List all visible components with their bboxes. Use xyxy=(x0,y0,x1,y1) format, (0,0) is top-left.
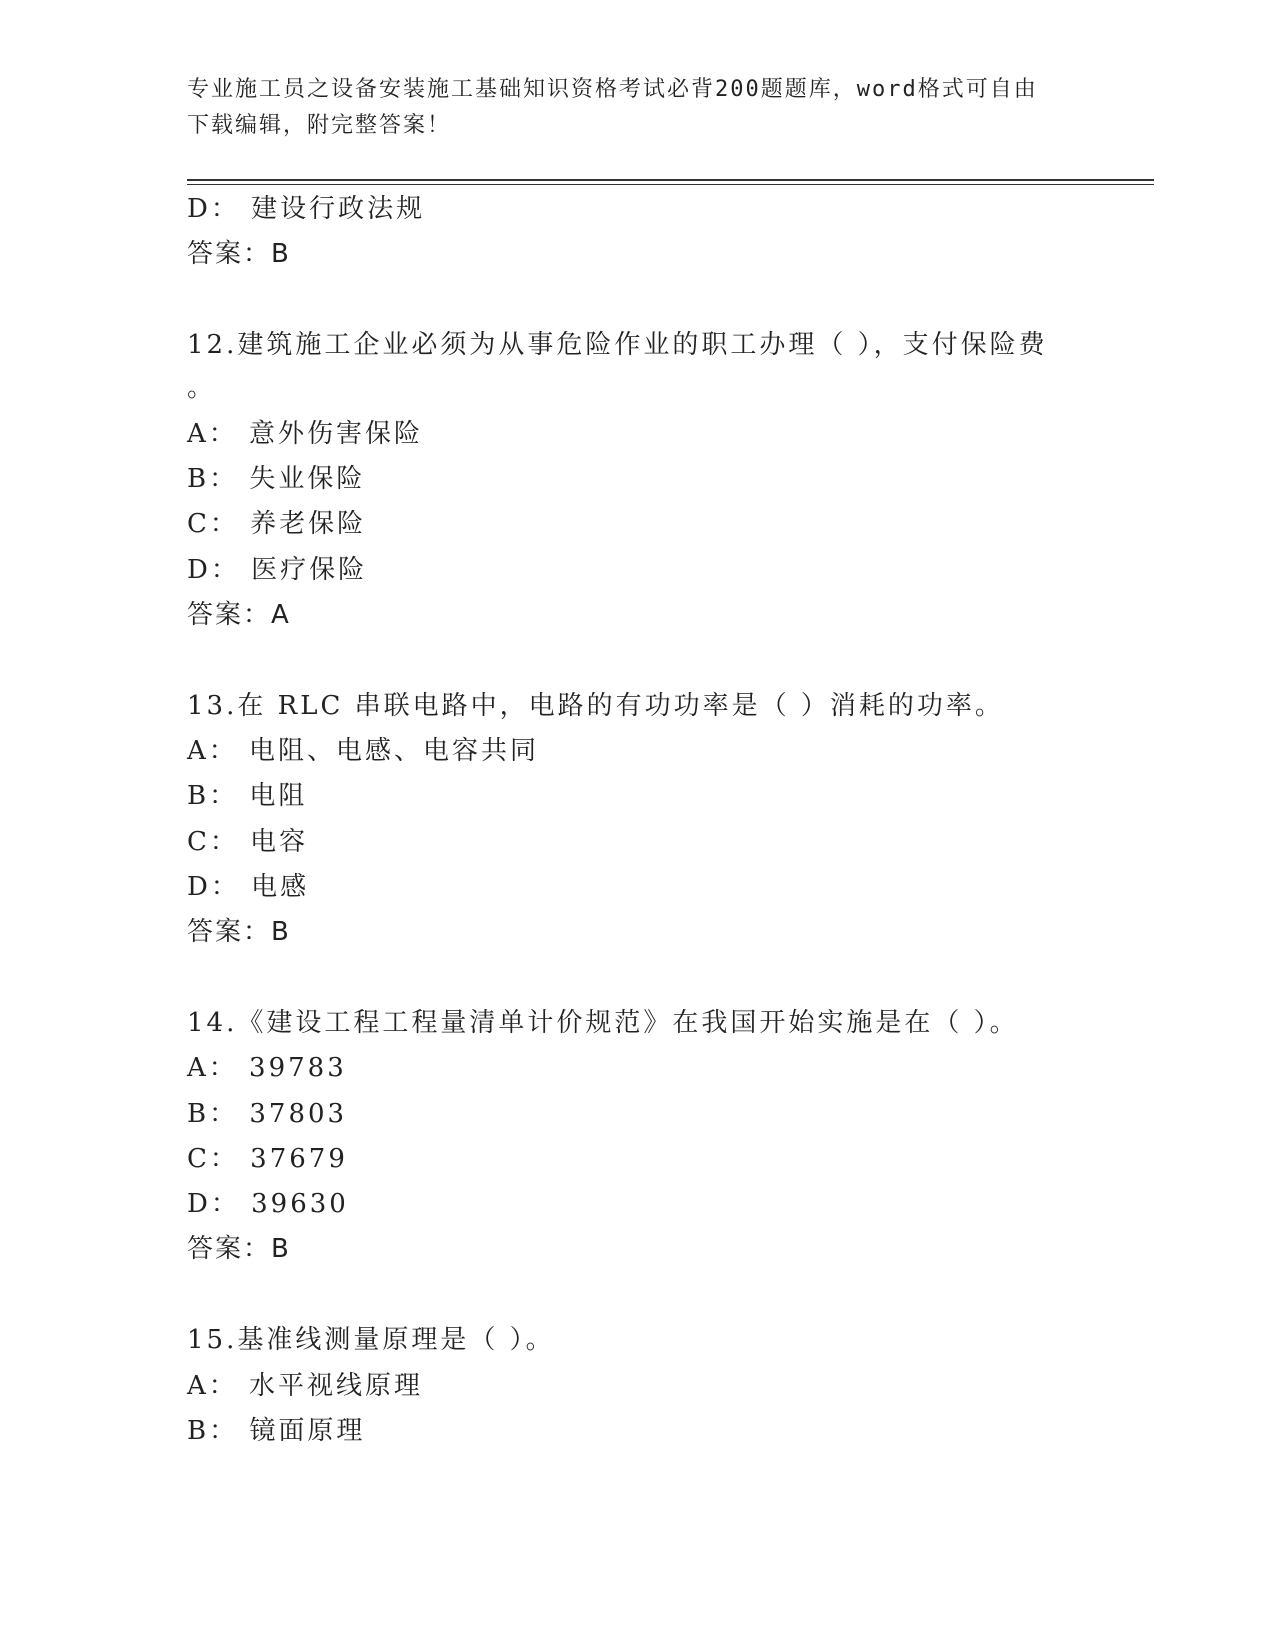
header-line-2: 下载编辑，附完整答案！ xyxy=(187,113,452,138)
q14-option-b: B： 37803 xyxy=(187,1099,348,1129)
prev-answer: 答案：B xyxy=(187,239,291,269)
q12-option-c: C： 养老保险 xyxy=(187,509,367,539)
q13-option-c: C： 电容 xyxy=(187,827,309,857)
q13-answer: 答案：B xyxy=(187,917,291,947)
q14-stem: 14.《建设工程工程量清单计价规范》在我国开始实施是在（ ）。 xyxy=(187,1008,1019,1038)
q15-option-b: B： 镜面原理 xyxy=(187,1416,366,1446)
q12-option-d: D： 医疗保险 xyxy=(187,555,368,585)
q15-option-a: A： 水平视线原理 xyxy=(187,1371,424,1401)
q14-answer: 答案：B xyxy=(187,1234,291,1264)
q13-stem: 13.在 RLC 串联电路中，电路的有功功率是（ ）消耗的功率。 xyxy=(187,691,1004,721)
q14-option-c: C： 37679 xyxy=(187,1144,348,1174)
document-header xyxy=(187,72,1087,144)
q12-option-a: A： 意外伤害保险 xyxy=(187,419,424,449)
q12-answer: 答案：A xyxy=(187,600,291,630)
header-divider-thick xyxy=(187,179,1154,181)
q14-option-d: D： 39630 xyxy=(187,1189,349,1219)
header-divider-thin xyxy=(187,184,1154,185)
q13-option-b: B： 电阻 xyxy=(187,781,308,811)
q12-stem-cont: 。 xyxy=(187,373,217,403)
q13-option-a: A： 电阻、电感、电容共同 xyxy=(187,736,540,766)
prev-option-d: D： 建设行政法规 xyxy=(187,194,426,224)
q14-option-a: A： 39783 xyxy=(187,1053,347,1083)
q13-option-d: D： 电感 xyxy=(187,872,310,902)
q12-stem: 12.建筑施工企业必须为从事危险作业的职工办理（ ），支付保险费 xyxy=(187,330,1048,360)
q15-stem: 15.基准线测量原理是（ ）。 xyxy=(187,1325,555,1355)
q12-option-b: B： 失业保险 xyxy=(187,464,366,494)
header-line-1: 专业施工员之设备安装施工基础知识资格考试必背200题题库，word格式可自由 xyxy=(187,77,1038,102)
